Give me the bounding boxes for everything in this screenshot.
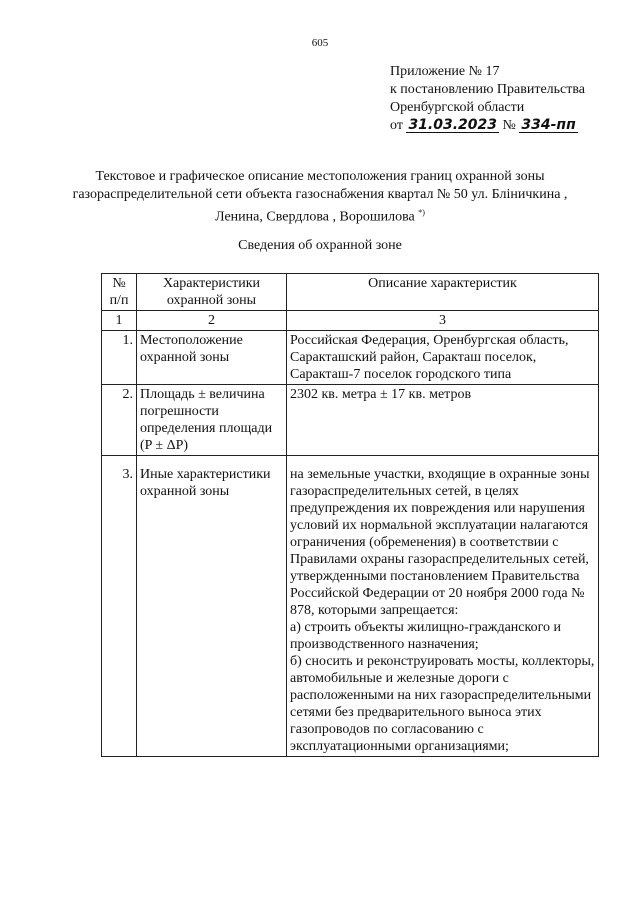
from-prefix: от	[390, 118, 403, 133]
appendix-date-line	[390, 117, 585, 135]
table-row	[102, 331, 599, 385]
header-description: Описание характеристик	[287, 274, 599, 311]
zone-table	[101, 273, 599, 757]
appendix-region: Оренбургской области	[390, 100, 525, 115]
title-text: Текстовое и графическое описание местоположения границ охранной зоны газораспределительной сети объекта газоснабжения квартал № 50 ул. Бліничкина , Ленина, Свердлова , Ворошилова	[72, 169, 568, 225]
row-description: Российская Федерация, Оренбургская область, Саракташский район, Саракташ поселок, Саракташ-7 поселок городского типа	[287, 331, 599, 385]
row-description	[287, 456, 599, 757]
row-characteristic: Иные характеристики охранной зоны	[137, 456, 287, 757]
appendix-block	[390, 63, 585, 135]
row-number: 1.	[102, 331, 137, 385]
row-description: 2302 кв. метра ± 17 кв. метров	[287, 385, 599, 456]
restriction-item-a: а) строить объекты жилищно-гражданского и производственного назначения;	[290, 620, 561, 652]
row-characteristic: Местоположение охранной зоны	[137, 331, 287, 385]
table-row	[102, 456, 599, 757]
handwritten-number: 334-пп	[521, 117, 576, 133]
appendix-ref: к постановлению Правительства	[390, 82, 586, 97]
title-footnote: *)	[418, 208, 425, 217]
row-number: 2.	[102, 385, 137, 456]
page-number: 605	[311, 37, 329, 49]
restriction-item-b: б) сносить и реконструировать мосты, коллекторы, автомобильные и железные дороги с расположенными на них газораспределительными сетями без предварительного выноса этих газопроводов по согласованию с эксплуатационными организациями;	[290, 654, 595, 754]
column-number-row	[102, 311, 599, 331]
document-title	[70, 168, 570, 227]
restriction-intro: на земельные участки, входящие в охранные зоны газораспределительных сетей, в целях предупреждения их повреждения или нарушения условий их нормальной эксплуатации налагаются ограничения (обременения) в соответствии с Правилами охраны газораспределительных сетей, утвержденными постановлением Правительства Российской Федерации от 20 ноября 2000 года № 878, которыми запрещается:	[290, 467, 590, 618]
header-row	[102, 274, 599, 311]
section-subtitle: Сведения об охранной зоне	[238, 238, 402, 253]
number-sign: №	[502, 118, 516, 133]
col-number-3: 3	[287, 311, 599, 331]
handwritten-date: 31.03.2023	[408, 117, 498, 133]
row-characteristic: Площадь ± величина погрешности определения площади (P ± ΔP)	[137, 385, 287, 456]
col-number-2: 2	[137, 311, 287, 331]
row-number: 3.	[102, 456, 137, 757]
header-characteristic: Характеристики охранной зоны	[137, 274, 287, 311]
table-row	[102, 385, 599, 456]
col-number-1: 1	[102, 311, 137, 331]
appendix-title: Приложение № 17	[390, 64, 500, 79]
header-num: № п/п	[102, 274, 137, 311]
